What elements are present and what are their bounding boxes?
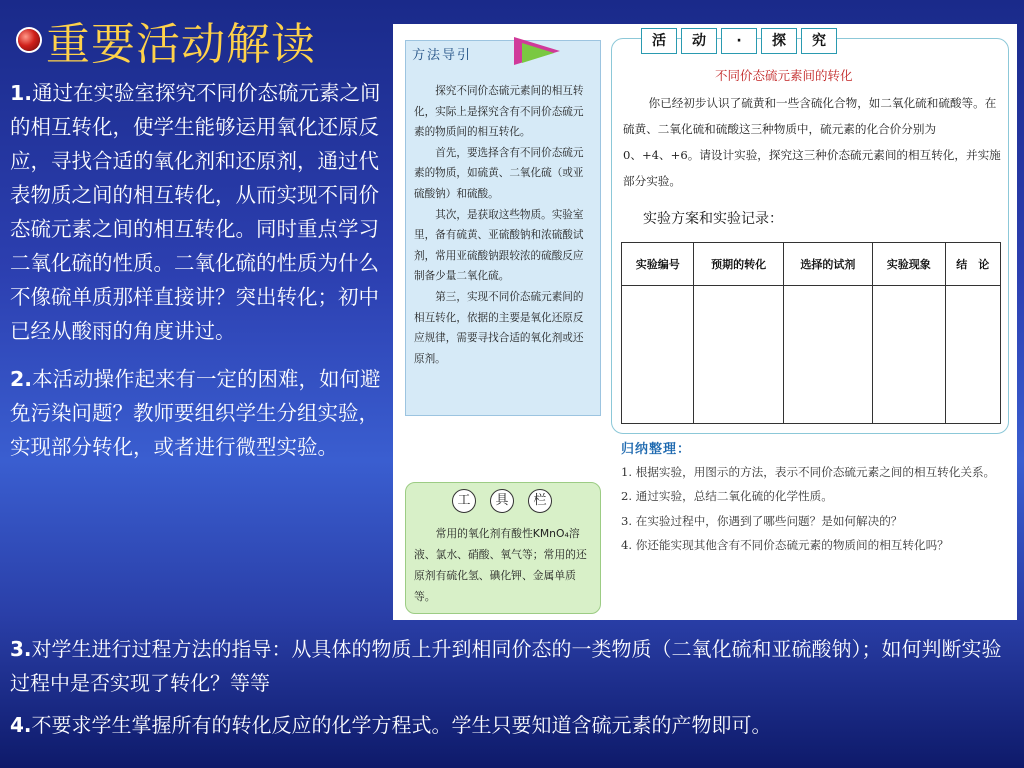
table-cell: [945, 286, 1001, 424]
tools-label-char: 工: [452, 489, 476, 513]
left-notes: [10, 76, 392, 464]
textbook-figure: [393, 24, 1017, 620]
tools-label: [452, 489, 552, 513]
table-cell: [783, 286, 872, 424]
method-guide-text: [414, 81, 594, 369]
guide-paragraph: 第三，实现不同价态硫元素间的相互转化，依据的主要是氧化还原反应规律，需要寻找合适的氧化剂或还原剂。: [414, 290, 584, 365]
table-header-cell: 选择的试剂: [783, 243, 872, 286]
note-text: 本活动操作起来有一定的困难，如何避免污染问题？教师要组织学生分组实验，实现部分转化，或者进行微型实验。: [10, 367, 381, 459]
red-bullet-icon: [18, 29, 40, 51]
note-2: [10, 362, 392, 464]
activity-header-char: ·: [721, 28, 757, 54]
note-4: [10, 708, 1015, 742]
bottom-notes: [10, 632, 1015, 742]
tools-text-block: [414, 523, 594, 607]
note-number: 3.: [10, 637, 32, 661]
table-cell: [873, 286, 945, 424]
tools-label-char: 具: [490, 489, 514, 513]
note-1: [10, 76, 392, 348]
tools-text: 常用的氧化剂有酸性KMnO₄溶液、氯水、硝酸、氧气等；常用的还原剂有硫化氢、碘化钾、金属单质等。: [414, 527, 587, 603]
activity-intro-text: 你已经初步认识了硫黄和一些含硫化合物，如二氧化硫和硫酸等。在硫黄、二氧化硫和硫酸这三种物质中，硫元素的化合价分别为0、+4、+6。请设计实验，探究这三种价态硫元素间的相互转化，并实施部分实验。: [623, 96, 1001, 188]
summary-item: 1. 根据实验，用图示的方法，表示不同价态硫元素之间的相互转化关系。: [621, 465, 996, 479]
note-number: 1.: [10, 81, 33, 105]
activity-header-char: 究: [801, 28, 837, 54]
activity-title: 不同价态硫元素间的转化: [715, 68, 853, 83]
summary-item: 3. 在实验过程中，你遇到了哪些问题？是如何解决的？: [621, 513, 903, 528]
table-header-cell: 预期的转化: [694, 243, 783, 286]
method-guide-label: 方法导引: [412, 48, 473, 63]
method-guide-panel: [405, 40, 601, 416]
table-cell: [622, 286, 694, 424]
summary-list: [621, 460, 1005, 557]
note-text: 对学生进行过程方法的指导：从具体的物质上升到相同价态的一类物质（二氧化硫和亚硫酸钠）；如何判断实验过程中是否实现了转化？等等: [10, 637, 1002, 695]
green-arrow-icon: [522, 43, 554, 63]
method-guide-header: [406, 41, 600, 67]
summary-title: 归纳整理：: [621, 442, 692, 457]
activity-header: [641, 28, 837, 54]
table-cell: [694, 286, 783, 424]
activity-header-char: 活: [641, 28, 677, 54]
activity-header-char: 动: [681, 28, 717, 54]
guide-paragraph: 首先，要选择含有不同价态硫元素的物质，如硫黄、二氧化硫（或亚硫酸钠）和硫酸。: [414, 146, 584, 200]
note-number: 4.: [10, 713, 32, 737]
summary-item: 4. 你还能实现其他含有不同价态硫元素的物质间的相互转化吗？: [621, 537, 949, 552]
table-row: [622, 286, 1001, 424]
tools-label-char: 栏: [528, 489, 552, 513]
slide-title: 重要活动解读: [46, 19, 316, 70]
note-3: [10, 632, 1015, 700]
note-text: 通过在实验室探究不同价态硫元素之间的相互转化，使学生能够运用氧化还原反应，寻找合适的氧化剂和还原剂，通过代表物质之间的相互转化，从而实现不同价态硫元素之间的相互转化。同时重点学习二氧化硫的性质。二氧化硫的性质为什么不像硫单质那样直接讲？突出转化；初中已经从酸雨的角度讲过。: [10, 81, 381, 343]
activity-header-char: 探: [761, 28, 797, 54]
table-header-cell: 结 论: [945, 243, 1001, 286]
guide-paragraph: 其次，是获取这些物质。实验室里，备有硫黄、亚硫酸钠和浓硫酸试剂，常用亚硫酸钠跟较浓的硫酸反应制备少量二氧化硫。: [414, 208, 584, 283]
slide-title-area: [18, 8, 316, 72]
guide-paragraph: 探究不同价态硫元素间的相互转化，实际上是探究含有不同价态硫元素的物质间的相互转化。: [414, 85, 584, 139]
table-header-row: [622, 243, 1001, 286]
table-caption: 实验方案和实验记录：: [643, 211, 783, 227]
table-header-cell: 实验现象: [873, 243, 945, 286]
note-text: 不要求学生掌握所有的转化反应的化学方程式。学生只要知道含硫元素的产物即可。: [31, 713, 772, 737]
activity-intro: [623, 90, 1003, 194]
note-number: 2.: [10, 367, 33, 391]
experiment-record-table: [621, 242, 1001, 424]
summary-item: 2. 通过实验，总结二氧化硫的化学性质。: [621, 489, 833, 504]
table-header-cell: 实验编号: [622, 243, 694, 286]
tools-panel: [405, 482, 601, 614]
